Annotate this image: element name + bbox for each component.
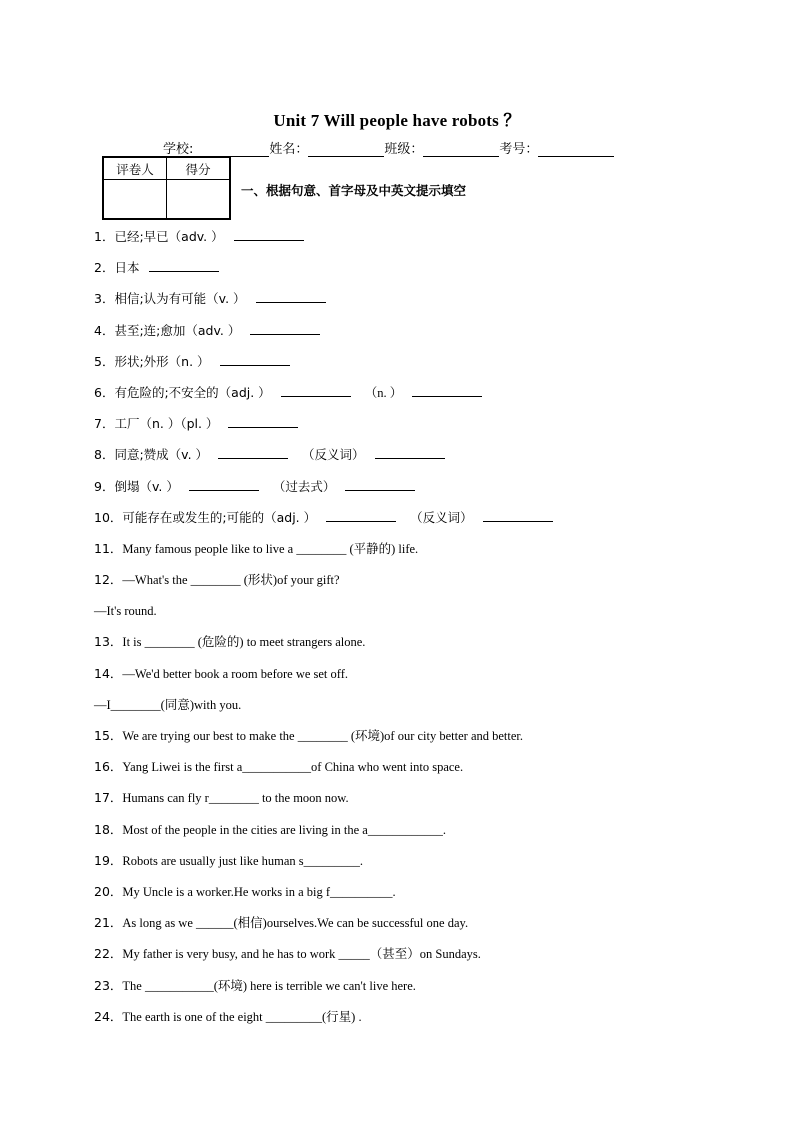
score-header: 得分 (167, 157, 231, 180)
question-text: 甚至;连;愈加（adv. ） (114, 322, 241, 338)
question-text: As long as we ______(相信)ourselves.We can be successful one day. (122, 916, 469, 931)
school-label: 学校: (163, 142, 194, 157)
answer-blank[interactable] (345, 478, 415, 491)
answer-blank[interactable] (234, 228, 304, 241)
answer-blank[interactable] (375, 446, 445, 459)
question-text: We are trying our best to make the ________ (环境)of our city better and better. (122, 729, 524, 743)
question-text: My Uncle is a worker.He works in a big f__________. (122, 884, 396, 899)
question-number: 4． (94, 322, 115, 338)
answer-blank[interactable] (412, 384, 482, 397)
question-number: 10． (94, 509, 123, 525)
question-text: （反义词） (410, 509, 473, 525)
answer-blank[interactable] (149, 259, 219, 272)
answer-blank[interactable] (256, 290, 326, 303)
question-number: 5． (94, 353, 115, 369)
question-item (94, 787, 734, 818)
question-item (94, 382, 734, 413)
question-number: 11． (94, 540, 123, 556)
question-item (94, 663, 734, 694)
question-text: （n. ） (364, 385, 403, 400)
question-text: 相信;认为有可能（v. ） (114, 291, 246, 307)
question-item (94, 257, 734, 288)
question-text: —It's round. (94, 604, 157, 619)
question-item (94, 975, 734, 1006)
question-item (94, 351, 734, 382)
class-label: 班级： (384, 142, 424, 157)
score-cell[interactable] (167, 180, 231, 220)
question-text: It is ________ (危险的) to meet strangers alone. (122, 635, 366, 650)
question-number: 2． (94, 260, 115, 276)
answer-blank[interactable] (281, 384, 351, 397)
question-number: 1． (94, 229, 115, 244)
grader-header: 评卷人 (103, 157, 167, 180)
worksheet-title: Unit 7 Will people have robots ？ (273, 111, 521, 130)
question-item (94, 538, 734, 569)
question-text: The ___________(环境) here is terrible we can't live here. (122, 978, 416, 993)
school-field[interactable] (193, 142, 269, 157)
question-text: Yang Liwei is the first a___________of China who went into space. (122, 760, 464, 775)
question-number: 9． (94, 478, 115, 494)
question-text: Many famous people like to live a ________ (平静的) life. (122, 541, 419, 556)
question-item (94, 850, 734, 881)
question-item (94, 881, 734, 912)
question-number: 17． (94, 790, 123, 806)
question-text: —I________(同意)with you. (94, 697, 242, 712)
question-item (94, 226, 734, 257)
question-text: Most of the people in the cities are living in the a____________. (122, 822, 446, 837)
question-item (94, 725, 734, 756)
question-number: 13． (94, 634, 123, 650)
question-text: Humans can fly r________ to the moon now. (122, 791, 349, 806)
exam-number-label: 考号： (499, 142, 539, 157)
class-field[interactable] (423, 142, 499, 157)
exam-number-field[interactable] (538, 142, 614, 157)
question-item (94, 288, 734, 319)
question-text: （反义词） (302, 447, 365, 463)
grader-cell[interactable] (103, 180, 167, 220)
question-number: 22． (94, 946, 123, 962)
question-text: The earth is one of the eight _________(行星) . (122, 1009, 362, 1024)
score-table (102, 156, 231, 220)
question-number: 21． (94, 915, 123, 931)
question-number: 12． (94, 572, 123, 588)
question-number: 23． (94, 977, 123, 993)
question-number: 19． (94, 852, 123, 868)
student-info-line (163, 138, 614, 157)
question-item (94, 320, 734, 351)
question-number: 14． (94, 665, 123, 681)
question-item (94, 569, 734, 600)
question-text: —What's the ________ (形状)of your gift? (122, 573, 340, 588)
question-text: 形状;外形（n. ） (114, 353, 210, 369)
question-item (94, 1006, 734, 1037)
question-text: 可能存在或发生的;可能的（adj. ） (122, 509, 317, 525)
question-item (94, 444, 734, 475)
question-item (94, 912, 734, 943)
question-item (94, 819, 734, 850)
name-label: 姓名： (269, 142, 309, 157)
question-item (94, 507, 734, 538)
question-number: 15． (94, 728, 123, 743)
question-text: 同意;赞成（v. ） (114, 447, 209, 463)
answer-blank[interactable] (220, 353, 290, 366)
answer-blank[interactable] (326, 509, 396, 522)
answer-blank[interactable] (228, 415, 298, 428)
question-number: 8． (94, 447, 115, 463)
question-item (94, 631, 734, 662)
question-text: My father is very busy, and he has to work _____（甚至）on Sundays. (122, 947, 481, 962)
question-list (94, 226, 734, 1037)
question-number: 20． (94, 883, 123, 899)
answer-blank[interactable] (250, 322, 320, 335)
question-item (94, 943, 734, 974)
question-item (94, 694, 734, 725)
question-number: 18． (94, 821, 123, 837)
question-item (94, 756, 734, 787)
answer-blank[interactable] (218, 446, 288, 459)
section-heading: 一、根据句意、首字母及中英文提示填空 (241, 183, 467, 198)
question-number: 6． (94, 384, 115, 400)
question-number: 24． (94, 1008, 123, 1024)
question-number: 7． (94, 416, 115, 432)
question-text: 工厂（n. ）（pl. ） (114, 416, 219, 432)
question-text: Robots are usually just like human s_________. (122, 853, 364, 868)
question-number: 16． (94, 759, 123, 775)
question-text: 日本 (114, 260, 140, 276)
question-text: —We'd better book a room before we set off. (122, 666, 348, 681)
question-item (94, 476, 734, 507)
question-text: 已经;早已（adv. ） (114, 229, 224, 244)
question-text: 有危险的;不安全的（adj. ） (114, 384, 271, 400)
question-text: （过去式） (272, 478, 336, 494)
question-item (94, 413, 734, 444)
answer-blank[interactable] (483, 509, 553, 522)
name-field[interactable] (308, 142, 384, 157)
question-number: 3． (94, 291, 115, 307)
answer-blank[interactable] (189, 478, 259, 491)
question-text: 倒塌（v. ） (114, 478, 179, 494)
question-item (94, 600, 734, 631)
